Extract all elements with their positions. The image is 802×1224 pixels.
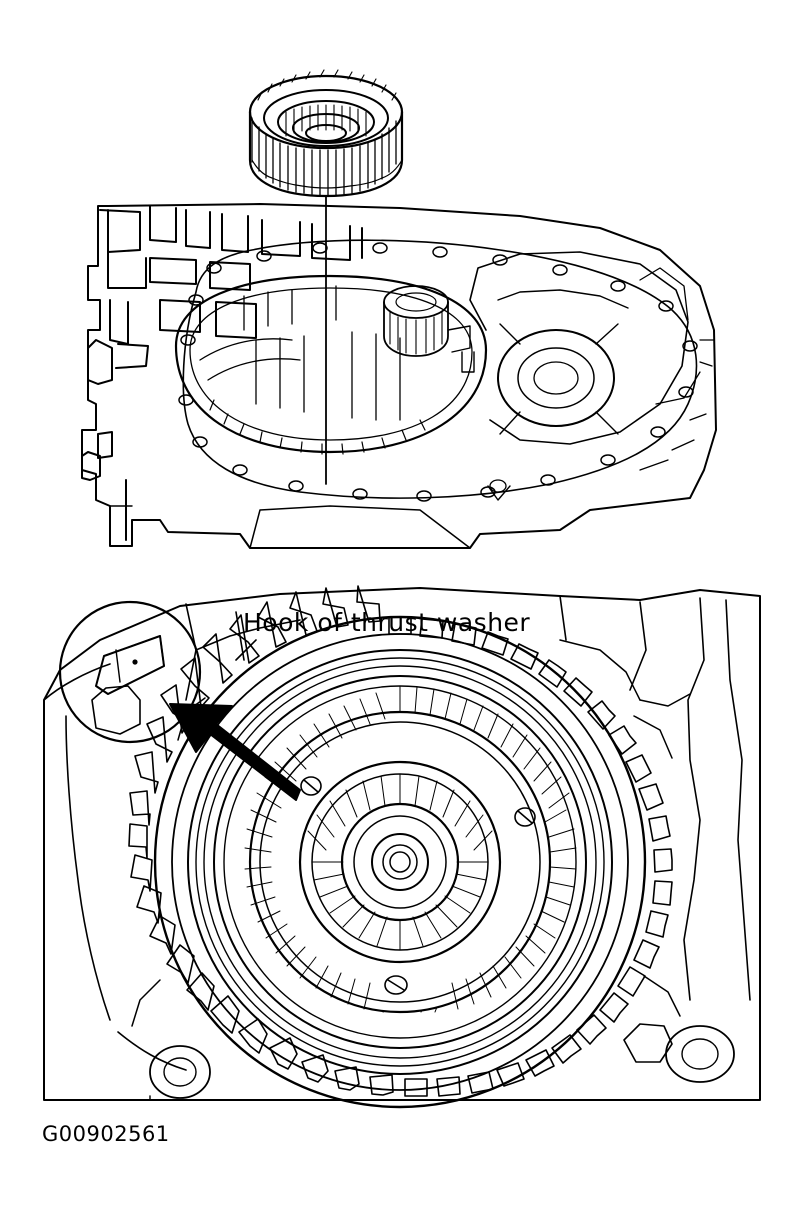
spline-hatching-hub xyxy=(308,774,492,950)
clutch-drum-assembly xyxy=(44,586,760,1107)
transaxle-case-outline xyxy=(82,204,716,548)
hook-of-thrust-washer-label: Hook of thrust washer xyxy=(243,608,531,637)
gear-component-top xyxy=(250,70,402,196)
figure-id-label: G00902561 xyxy=(42,1122,170,1146)
